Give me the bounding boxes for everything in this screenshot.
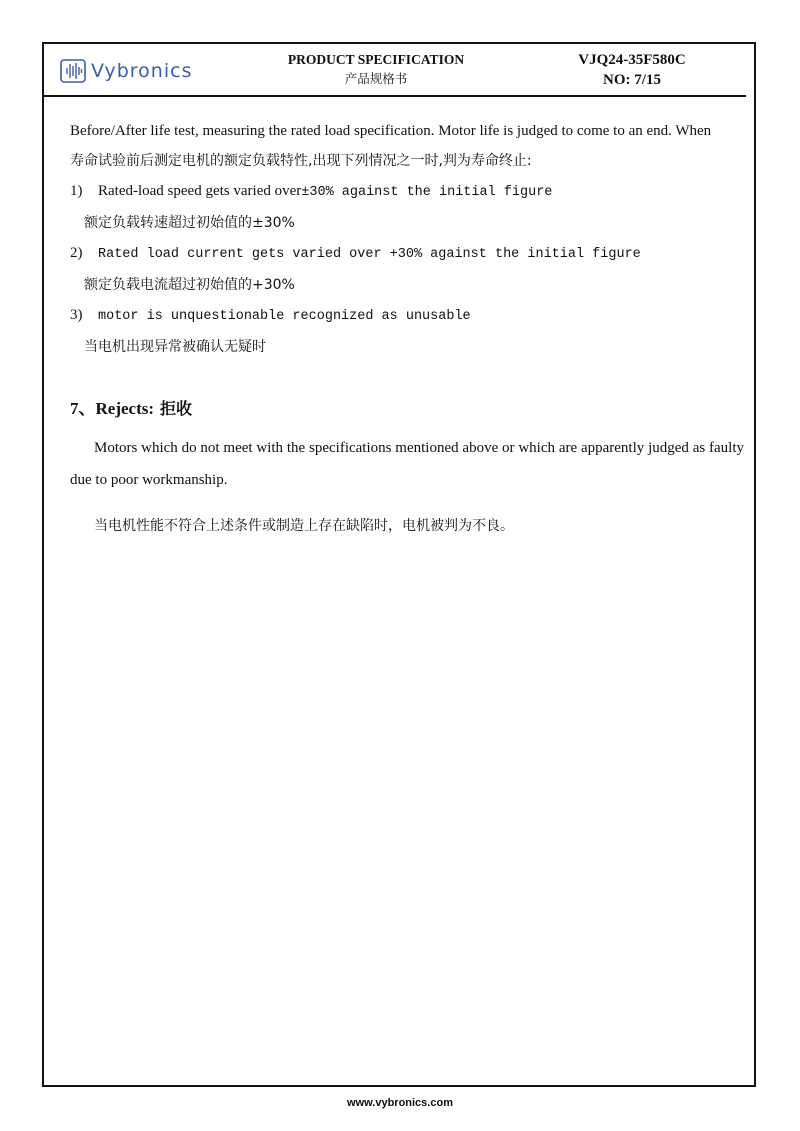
heading-zh: 拒收: [160, 399, 193, 418]
page-number: NO: 7/15: [603, 72, 661, 88]
item-text-en: Rated-load speed gets varied over: [98, 183, 302, 199]
waveform-logo-icon: [60, 59, 86, 83]
list-item: [70, 176, 744, 238]
life-test-intro-en: Before/After life test, measuring the rated load specification. Motor life is judged to come to an end. When: [70, 123, 712, 139]
page-content: [70, 116, 744, 541]
section-heading-rejects: [70, 394, 744, 424]
company-logo: [60, 58, 192, 84]
list-item: [70, 238, 744, 300]
spec-subtitle: 产品规格书: [344, 71, 408, 86]
item-text-mono: Rated load current gets varied over +30% against the initial figure: [98, 247, 641, 262]
item-text-mono: motor is unquestionable recognized as unusable: [98, 309, 471, 324]
footer-website: www.vybronics.com: [347, 1097, 453, 1109]
logo-text: Vybronics: [91, 60, 193, 82]
model-code: VJQ24-35F580C: [578, 52, 686, 68]
heading-en: 7、Rejects:: [70, 399, 155, 418]
spec-title-block: [276, 51, 476, 90]
rejects-body-zh: 当电机性能不符合上述条件或制造上存在缺陷时，电机被判为不良。: [94, 518, 514, 534]
model-code-block: [532, 51, 732, 91]
item-text-zh: 额定负载转速超过初始值的±30%: [84, 215, 295, 231]
item-text-zh: 额定负载电流超过初始值的+30%: [84, 277, 295, 293]
header-divider: [44, 95, 746, 97]
page-header: [44, 44, 754, 96]
item-number: 1): [70, 183, 83, 199]
item-text-zh: 当电机出现异常被确认无疑时: [84, 339, 266, 355]
page-frame: [42, 42, 756, 1087]
rejects-body-en: Motors which do not meet with the specifications mentioned above or which are apparently judged as faulty due to poor workmanship.: [70, 440, 744, 488]
item-text-mono: ±30% against the initial figure: [301, 185, 553, 200]
list-item: [70, 300, 744, 362]
spec-title: PRODUCT SPECIFICATION: [287, 52, 465, 67]
life-test-intro-zh: 寿命试验前后测定电机的额定负载特性,出现下列情况之一时,判为寿命终止:: [70, 153, 532, 169]
item-number: 3): [70, 307, 83, 323]
item-number: 2): [70, 245, 83, 261]
